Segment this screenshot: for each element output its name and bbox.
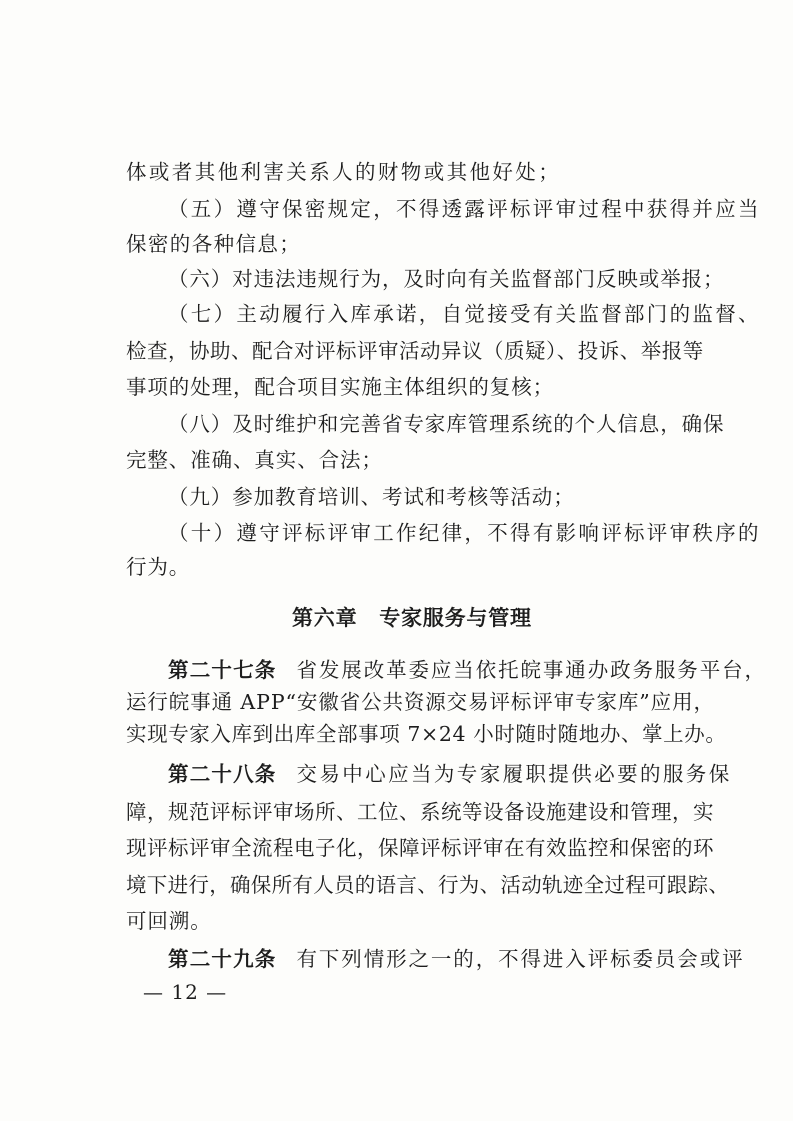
item-7-line-2: 检查，协助、配合对评标评审活动异议（质疑）、投诉、举报等 [126,339,704,363]
article-27-line-2: 运行皖事通 APP“安徽省公共资源交易评标评审专家库”应用， [126,690,715,714]
article-28-line-2: 障，规范评标评审场所、工位、系统等设备设施建设和管理，实 [126,800,714,824]
body-line-1: 体或者其他利害关系人的财物或其他好处； [126,160,562,184]
item-6-line: （六）对违法违规行为，及时向有关监督部门反映或举报； [168,267,725,291]
item-10-line-2: 行为。 [126,555,191,579]
item-8-line-1: （八）及时维护和完善省专家库管理系统的个人信息，确保 [168,412,725,436]
article-28-text: 交易中心应当为专家履职提供必要的服务保 [296,762,732,786]
item-5-line-2: 保密的各种信息； [126,232,302,256]
article-27-line-3: 实现专家入库到出库全部事项 7×24 小时随时随地办、掌上办。 [126,722,727,746]
item-10-line-1: （十）遵守评标评审工作纪律，不得有影响评标评审秩序的 [168,521,761,545]
article-27-line-1 [168,656,767,684]
item-5-line-1: （五）遵守保密规定，不得透露评标评审过程中获得并应当 [168,197,761,221]
article-28-line-3: 现评标评审全流程电子化，保障评标评审在有效监控和保密的环 [126,836,714,860]
item-8-line-2: 完整、准确、真实、合法； [126,448,383,472]
article-28-line-4: 境下进行，确保所有人员的语言、行为、活动轨迹全过程可跟踪、 [126,873,730,897]
article-29-text: 有下列情形之一的，不得进入评标委员会或评 [296,947,745,971]
item-7-line-1: （七）主动履行入库承诺，自觉接受有关监督部门的监督、 [168,302,761,326]
chapter-title: 第六章 专家服务与管理 [292,606,532,630]
article-29-line-1 [168,945,745,973]
article-27-text: 省发展改革委应当依托皖事通办政务服务平台， [296,658,767,682]
article-27-label: 第二十七条 [168,658,277,682]
page-number: — 12 — [143,980,228,1004]
article-29-label: 第二十九条 [168,947,277,971]
item-9-line: （九）参加教育培训、考试和考核等活动； [168,485,575,509]
article-28-line-5: 可回溯。 [126,909,212,933]
article-28-line-1 [168,760,732,788]
item-7-line-3: 事项的处理，配合项目实施主体组织的复核； [126,375,554,399]
article-28-label: 第二十八条 [168,762,277,786]
